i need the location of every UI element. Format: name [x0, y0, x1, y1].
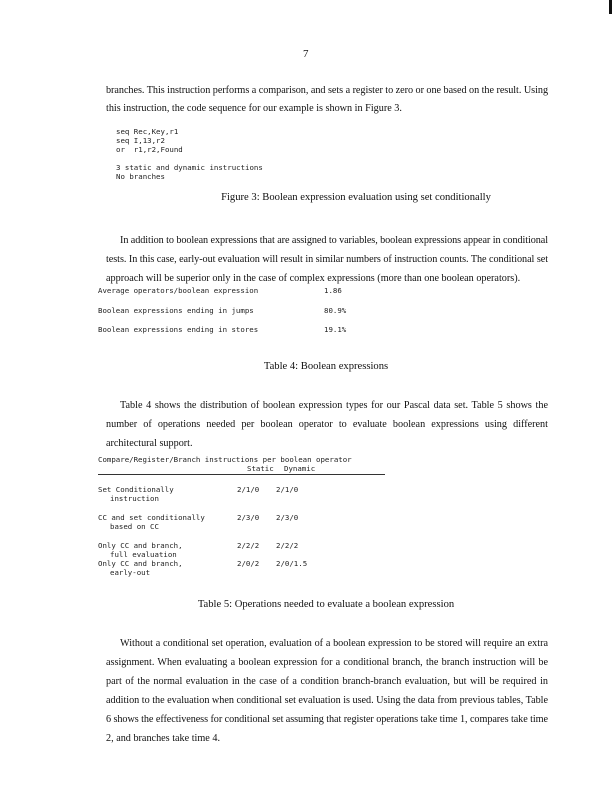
paragraph-line: In addition to boolean expressions that are assigned to variables, boolean expressions appear in conditional: [120, 235, 548, 246]
page-number: 7: [303, 48, 309, 60]
table5-static: 2/0/2: [237, 559, 260, 568]
table5-dynamic: 2/3/0: [276, 513, 299, 522]
paragraph-line: architectural support.: [106, 438, 193, 449]
table4-value: 80.9%: [324, 306, 347, 315]
table4-value: 19.1%: [324, 325, 347, 334]
table5-title: Compare/Register/Branch instructions per boolean operator: [98, 455, 352, 464]
code-line: seq I,13,r2: [116, 136, 165, 145]
code-line: seq Rec,Key,r1: [116, 127, 179, 136]
table5-static: 2/1/0: [237, 485, 260, 494]
table-caption: Table 5: Operations needed to evaluate a boolean expression: [197, 599, 455, 610]
paragraph-line: addition to the evaluation when conditional set evaluation is used. Using the data from previous tables, Table: [106, 695, 548, 706]
paragraph-line: Table 4 shows the distribution of boolean expression types for our Pascal data set. Table 5 shows the: [120, 400, 548, 411]
table4-label: Boolean expressions ending in jumps: [98, 306, 254, 315]
paragraph-line: tests. In this case, early-out evaluation will result in similar numbers of instruction counts. The conditional set: [106, 254, 548, 265]
table4-label: Boolean expressions ending in stores: [98, 325, 259, 334]
table4-value: 1.86: [324, 286, 342, 295]
table5-row-label: instruction: [110, 494, 159, 503]
table5-row-label: Only CC and branch,: [98, 559, 183, 568]
paragraph-line: 2, and branches take time 4.: [106, 733, 221, 744]
table5-row-label: early-out: [110, 568, 151, 577]
paragraph-line: number of operations needed per boolean operator to evaluate boolean expressions using different: [106, 419, 548, 430]
paragraph-line: approach will be superior only in the case of complex expressions (more than one boolean operators).: [106, 273, 521, 284]
paragraph-line: 6 shows the effectiveness for conditional set assuming that register operations take time 1, compares take time: [106, 714, 548, 725]
paragraph-line: Without a conditional set operation, evaluation of a boolean expression to be stored will require an extra: [120, 638, 548, 649]
paragraph-line: branches. This instruction performs a comparison, and sets a register to zero or one based on the result. Using: [106, 85, 548, 96]
table5-row-label: full evaluation: [110, 550, 177, 559]
paragraph-line: assignment. When evaluating a boolean expression for a conditional branch, the branch instruction will be: [106, 657, 548, 668]
code-note: 3 static and dynamic instructions: [116, 163, 263, 172]
code-note: No branches: [116, 172, 165, 181]
table-caption: Table 4: Boolean expressions: [263, 361, 389, 372]
table5-dynamic: 2/1/0: [276, 485, 299, 494]
table5-static: 2/3/0: [237, 513, 260, 522]
table5-row-label: based on CC: [110, 522, 159, 531]
paragraph-line: this instruction, the code sequence for our example is shown in Figure 3.: [106, 103, 402, 114]
table5-row-label: Set Conditionally: [98, 485, 174, 494]
table5-rule: [98, 474, 385, 475]
table5-row-label: Only CC and branch,: [98, 541, 183, 550]
table5-dynamic: 2/2/2: [276, 541, 299, 550]
table5-static: 2/2/2: [237, 541, 260, 550]
code-line: or r1,r2,Found: [116, 145, 183, 154]
paragraph-line: part of the normal evaluation in the case of a condition branch-branch evaluation, but will be required in: [106, 676, 548, 687]
table5-row-label: CC and set conditionally: [98, 513, 205, 522]
table5-dynamic: 2/0/1.5: [276, 559, 308, 568]
table5-col-dynamic: Dynamic: [284, 464, 316, 473]
table5-col-static: Static: [247, 464, 274, 473]
figure-caption: Figure 3: Boolean expression evaluation using set conditionally: [221, 192, 491, 203]
table4-label: Average operators/boolean expression: [98, 286, 259, 295]
